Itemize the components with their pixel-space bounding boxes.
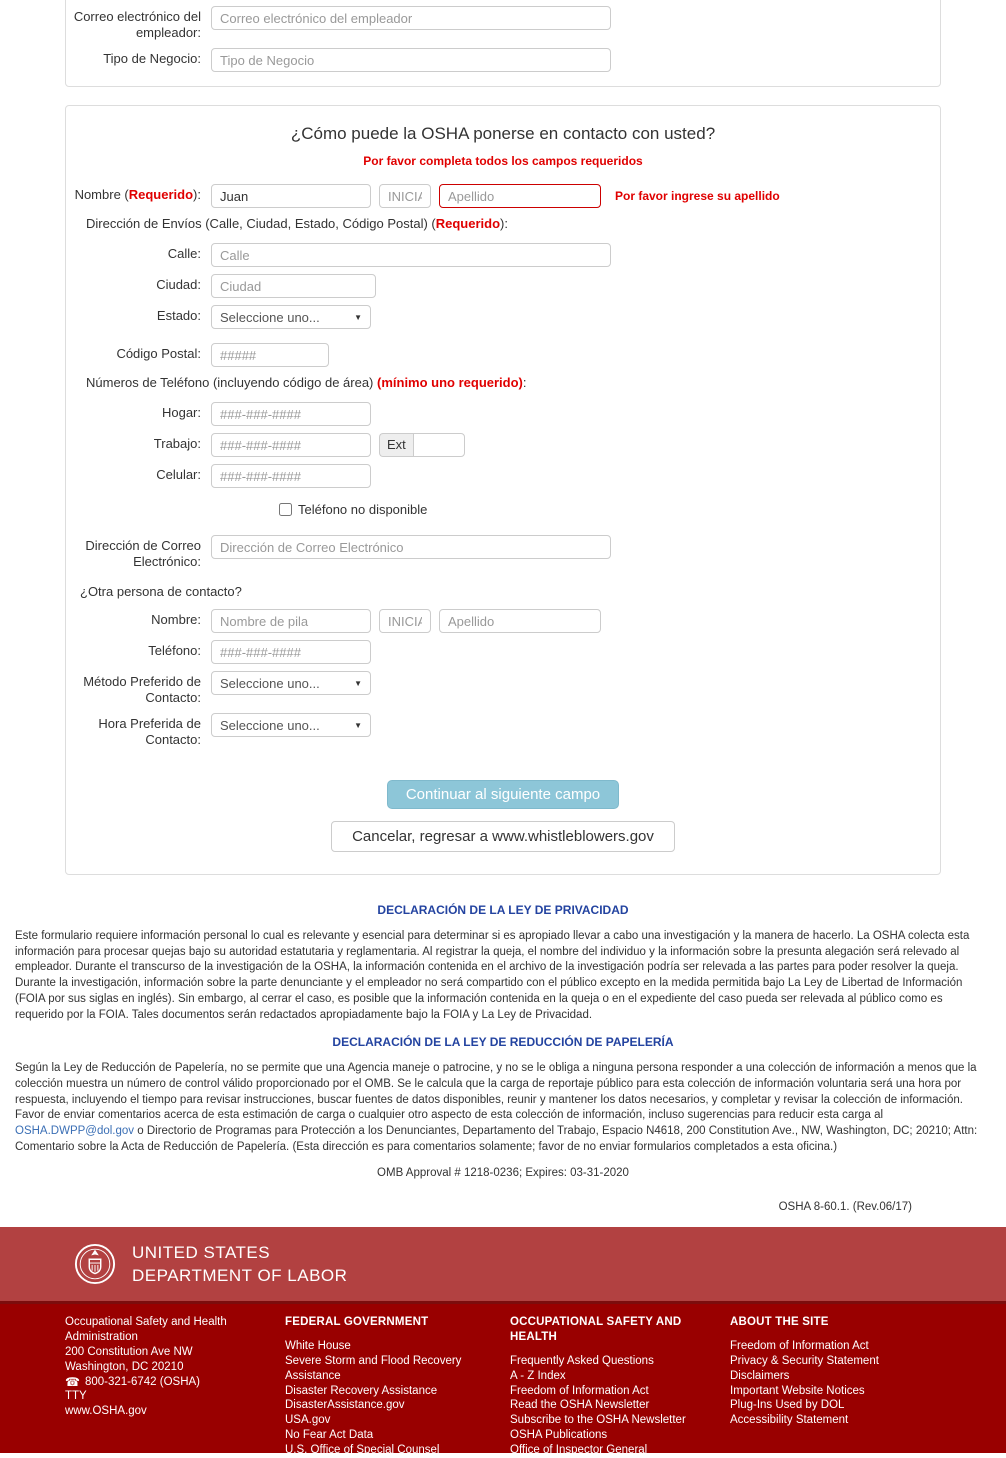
other-last-name-input[interactable] bbox=[439, 609, 601, 633]
preferred-time-select[interactable]: Seleccione uno... ▼ bbox=[211, 713, 371, 737]
footer-link[interactable]: USA.gov bbox=[285, 1414, 331, 1427]
city-label: Ciudad: bbox=[156, 277, 201, 292]
footer-link[interactable]: DisasterAssistance.gov bbox=[285, 1399, 405, 1412]
footer-link[interactable]: Read the OSHA Newsletter bbox=[510, 1399, 650, 1412]
business-type-input[interactable] bbox=[211, 48, 611, 72]
home-phone-label: Hogar: bbox=[161, 405, 201, 420]
last-name-error: Por favor ingrese su apellido bbox=[615, 189, 780, 203]
other-contact-heading: ¿Otra persona de contacto? bbox=[80, 584, 242, 599]
phone-icon: ☎ bbox=[65, 1374, 80, 1389]
footer-website-link[interactable]: www.OSHA.gov bbox=[65, 1405, 147, 1418]
no-phone-checkbox[interactable] bbox=[279, 503, 292, 516]
footer-phone-link[interactable]: 800-321-6742 (OSHA) bbox=[84, 1375, 201, 1388]
work-phone-ext-input[interactable] bbox=[413, 433, 465, 457]
omb-approval: OMB Approval # 1218-0236; Expires: 03-31-2020 bbox=[377, 1167, 629, 1180]
work-phone-input[interactable] bbox=[211, 433, 371, 457]
business-type-label: Tipo de Negocio: bbox=[103, 51, 201, 66]
paperwork-act-body: Según la Ley de Reducción de Papelería, no se permite que una Agencia maneje o patrocine, y no se le obliga a ninguna persona responder a una colección de información a menos que la colección muestra un número de control válido proporcionado por el OMB. Se le calcula que la carga de reportaje público para esta colección de información voluntaria será una hora por respuesta, incluyendo el tiempo para revisar instrucciones, buscar fuentes de datos disponibles, reunir y mantener los datos necesarios, y completar y revisar la colección de información. Favor de enviar comentarios acerca de esta estimación de carga o cualquier otro aspecto de esta colección de información, incluso sugerencias para reducir esta carga al OSHA.DWPP@dol.gov o Directorio de Programas para Protección a los Denunciantes, Departamento del Trabajo, Espacio N4618, 200 Constitution Ave., NW, Washington, DC; 20210; Attn: Comentario sobre la Acta de Reducción de Papelería. (Esta dirección es para comentarios solamente; favor de no enviar formularios completados a esta oficina.) bbox=[15, 1062, 978, 1153]
employer-info-panel bbox=[65, 0, 941, 87]
cancel-button[interactable]: Cancelar, regresar a www.whistleblowers.gov bbox=[331, 821, 675, 852]
footer-address-line: 200 Constitution Ave NW bbox=[65, 1346, 193, 1359]
footer-link[interactable]: Office of Inspector General bbox=[510, 1443, 648, 1456]
footer-link[interactable]: Privacy & Security Statement bbox=[730, 1355, 879, 1368]
email-label: Dirección de Correo Electrónico: bbox=[85, 538, 201, 569]
footer-tty-link[interactable]: TTY bbox=[65, 1390, 87, 1403]
state-select[interactable]: Seleccione uno... ▼ bbox=[211, 305, 371, 329]
other-phone-label: Teléfono: bbox=[148, 643, 201, 658]
email-input[interactable] bbox=[211, 535, 611, 559]
preferred-time-label: Hora Preferida de Contacto: bbox=[98, 716, 201, 747]
footer-link[interactable]: Plug-Ins Used by DOL bbox=[730, 1399, 845, 1412]
footer-link[interactable]: Subscribe to the OSHA Newsletter bbox=[510, 1414, 686, 1427]
paperwork-act-title: DECLARACIÓN DE LA LEY DE REDUCCIÓN DE PAPELERÍA bbox=[332, 1035, 674, 1050]
other-first-name-input[interactable] bbox=[211, 609, 371, 633]
employer-email-input[interactable] bbox=[211, 6, 611, 30]
other-phone-input[interactable] bbox=[211, 640, 371, 664]
footer-link[interactable]: Severe Storm and Flood Recovery Assistance bbox=[285, 1355, 462, 1382]
cell-phone-input[interactable] bbox=[211, 464, 371, 488]
form-number: OSHA 8-60.1. (Rev.06/17) bbox=[778, 1201, 912, 1214]
required-fields-warning: Por favor completa todos los campos requeridos bbox=[363, 154, 643, 168]
footer-link[interactable]: OSHA Publications bbox=[510, 1429, 608, 1442]
other-middle-initial-input[interactable] bbox=[379, 609, 431, 633]
chevron-down-icon: ▼ bbox=[354, 312, 362, 322]
other-name-label: Nombre: bbox=[151, 612, 201, 627]
employer-email-label: Correo electrónico del empleador: bbox=[73, 9, 201, 40]
preferred-method-select[interactable]: Seleccione uno... ▼ bbox=[211, 671, 371, 695]
city-input[interactable] bbox=[211, 274, 376, 298]
no-phone-label: Teléfono no disponible bbox=[298, 502, 428, 517]
chevron-down-icon: ▼ bbox=[354, 720, 362, 730]
home-phone-input[interactable] bbox=[211, 402, 371, 426]
cell-phone-label: Celular: bbox=[156, 467, 201, 482]
footer-column-heading: ABOUT THE SITE bbox=[730, 1316, 829, 1329]
footer-about-column bbox=[730, 1315, 940, 1453]
footer-address-line: Occupational Safety and Health Administration bbox=[65, 1316, 227, 1344]
footer-osh-column bbox=[510, 1315, 730, 1456]
form-title: ¿Cómo puede la OSHA ponerse en contacto con usted? bbox=[290, 124, 716, 143]
state-label: Estado: bbox=[156, 308, 201, 323]
footer-column-heading: FEDERAL GOVERNMENT bbox=[285, 1316, 429, 1329]
footer-link[interactable]: Disaster Recovery Assistance bbox=[285, 1384, 438, 1397]
street-input[interactable] bbox=[211, 243, 611, 267]
preferred-method-label: Método Preferido de Contacto: bbox=[83, 674, 201, 705]
continue-button[interactable]: Continuar al siguiente campo bbox=[387, 780, 619, 809]
ext-addon-label: Ext bbox=[379, 433, 413, 457]
footer-contact-column bbox=[65, 1315, 285, 1453]
footer-link[interactable]: U.S. Office of Special Counsel bbox=[285, 1443, 440, 1456]
footer-link[interactable]: Freedom of Information Act bbox=[730, 1340, 869, 1353]
footer-column-heading: OCCUPATIONAL SAFETY AND HEALTH bbox=[510, 1316, 682, 1344]
footer-link[interactable]: Frequently Asked Questions bbox=[510, 1355, 654, 1368]
osha-email-link[interactable]: OSHA.DWPP@dol.gov bbox=[15, 1125, 135, 1138]
last-name-input[interactable] bbox=[439, 184, 601, 208]
privacy-act-title: DECLARACIÓN DE LA LEY DE PRIVACIDAD bbox=[377, 903, 629, 917]
footer-address-line: Washington, DC 20210 bbox=[65, 1360, 184, 1373]
footer-agency-line1: UNITED STATES bbox=[132, 1242, 271, 1262]
first-name-input[interactable] bbox=[211, 184, 371, 208]
footer-link[interactable]: Accessibility Statement bbox=[730, 1414, 849, 1427]
footer-links bbox=[0, 1304, 1006, 1456]
footer-link[interactable]: No Fear Act Data bbox=[285, 1429, 374, 1442]
zip-label: Código Postal: bbox=[116, 346, 201, 361]
privacy-act-body: Este formulario requiere información personal lo cual es relevante y esencial para determinar si es apropiado llevar a cabo una investigación y la manera de hacerlo. La OSHA colecta esta información para procesar quejas bajo su autoridad estatutaria y reglamentaria. Al registrar la queja, el nombre del individuo y la información sobre la presunta alegación será relevado al empleador. Durante el transcurso de la investigación de la OSHA, la información contenida en el archivo de la investigación podría ser relevada a las partes para poder resolver la queja. Durante la investigación, información sobre la parte denunciante y el empleador no será compartido con el público excepto en la medida permitida bajo La Ley de Libertad de Información (FOIA por sus siglas en inglés). Sin embargo, al cerrar el caso, es posible que la información contenida en la queja o en el expediente del caso pueda ser relevada al público como es requerido por la FOIA. Tales documentos serán redactados apropiadamente bajo la FOIA y La Ley de Privacidad. bbox=[15, 930, 970, 1021]
privacy-statements bbox=[15, 903, 991, 1213]
footer-link[interactable]: Disclaimers bbox=[730, 1369, 790, 1382]
work-phone-label: Trabajo: bbox=[153, 436, 201, 451]
middle-initial-input[interactable] bbox=[379, 184, 431, 208]
footer-banner bbox=[0, 1227, 1006, 1304]
street-label: Calle: bbox=[167, 246, 201, 261]
footer-link[interactable]: Freedom of Information Act bbox=[510, 1384, 649, 1397]
chevron-down-icon: ▼ bbox=[354, 678, 362, 688]
footer-agency-line2: DEPARTMENT OF LABOR bbox=[132, 1265, 348, 1285]
dol-seal-icon bbox=[74, 1243, 116, 1285]
name-label: Nombre (Requerido): bbox=[74, 187, 201, 202]
footer-link[interactable]: White House bbox=[285, 1340, 351, 1353]
contact-info-panel bbox=[65, 105, 941, 875]
footer-federal-column bbox=[285, 1315, 510, 1456]
footer-link[interactable]: A - Z Index bbox=[510, 1369, 566, 1382]
mailing-address-heading: Dirección de Envíos (Calle, Ciudad, Estado, Código Postal) (Requerido): bbox=[86, 216, 508, 231]
zip-input[interactable] bbox=[211, 343, 329, 367]
footer-link[interactable]: Important Website Notices bbox=[730, 1384, 865, 1397]
phone-numbers-heading: Números de Teléfono (incluyendo código de área) (mínimo uno requerido): bbox=[86, 375, 527, 390]
